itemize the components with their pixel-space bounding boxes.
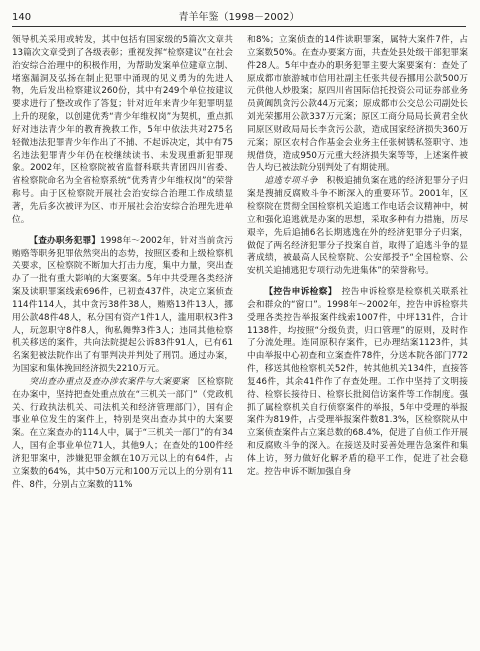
page-number: 140 [12, 12, 32, 23]
section-heading-duty-crime: 【查办职务犯罪】 [29, 235, 101, 246]
subheading-fugitive-campaign: 追逃专项斗争 [264, 176, 318, 187]
paragraph-complaints-body: 控告申诉检察是检察机关联系社会和群众的“窗口”。1998年～2002年，控告申诉检察共受理各类控告举报案件线索1007件，中坪131件，合计1138件，均按照“分级负责，归口管理”的原则，及时作了分流处理。连同原积存案件，已办理结案1123件，其中由举报中心初查和立案查件78件，分送本院各部门772件，移送其他检察机关52件，转其他机关134件，直接答复46件，其余41件作了存查处理。工作中坚持了文明接待、检察长接待日、检察长批阅信访案件等工作制度。强抓了属检察机关自行侦察案件的举报，5年中受理的举报案件为819件，占受理举报案件数81.3%，区检察院从中立案侦查案件占立案总数的68.4%，促进了自侦工作开展和反腐败斗争的深入。在接送及时妥善处理告急案件和集体上访，努力做好化解矛盾的稳平工作，促进了社会稳定。控告申诉不断加强自身 [247, 287, 468, 477]
paragraph-comprehensive-governance: 领导机关采用或转发，其中包括有国家级的5篇次文章共13篇次文章受到了各级表彰；重视发挥“检察建议”在社会治安综合治理中的积极作用，为帮助发案单位建章立制、堵塞漏洞及弘扬在制止犯罪中涌现的见义勇为的先进人物，先后发出检察建议260份，其中有249个单位按建议要求进行了整改或作了答复；针对近年来青少年犯罪明显上升的现象，以创建优秀“青少年维权岗”为契机，重点抓好对违法青少年的教育挽救工作，5年中依法共对275名轻微违法犯罪青少年作出了不捕、不起诉决定，其中有75名违法犯罪青少年仍在校继续读书、未发现重新犯罪现象。2002年，区检察院被省监督科联共青团四川省委、省检察院命名为全省检察系统“优秀青少年维权岗”的荣誉称号。由于区检察院开展社会治安综合治理工作成绩显著，先后多次被评为区、市开展社会治安综合治理先进单位。 [12, 35, 233, 225]
section-heading-complaints: 【控告申诉检察】 [264, 287, 333, 298]
left-column [12, 34, 233, 642]
paragraph-key-cases [12, 376, 233, 492]
journal-title: 青羊年鉴（1998－2002） [178, 12, 300, 23]
subheading-key-cases: 突出查办重点及查办涉农案件与大案要案 [29, 376, 189, 387]
paragraph-complaints [247, 286, 468, 479]
paragraph-duty-crime-body: 1998年～2002年，针对当前贪污贿赂等职务犯罪依然突出的态势，按照区委和上级检察机关要求，区检察院不断加大打击力度，集中力量，突出查办了一批有重大影响的大案要案。5年中共受理各类经济案及读职罪案线索696件，已初查437件，决定立案侦查114件114人，其中贪污38件38人，贿赂13件13人，挪用公款48件48人，私分国有资产1件1人，滥用职权3件3人，玩忽职守8件8人，徇私舞弊3件3人；违同其他检察机关移送的案件，共向法院提起公诉83件91人，已有61名案犯被法院作出了有罪判决并判处了刑罚。通过办案，为国家和集体挽回经济损失2210万元。 [12, 235, 233, 375]
right-column [247, 34, 468, 642]
running-header [12, 10, 466, 27]
paragraph-key-cases-body: 区检察院在办案中，坚持把查处重点放在“三机关一部门”（党政机关、行政执法机关、司法机关和经济管理部门），国有企事业单位发生的案件上，特别是突出查办其中的大案要案。在立案查办的114人中，属于“三机关一部门”的有34人，国有企事业单位71人，其他9人；在查处的100件经济犯罪案中，涉嫌犯罪金额在10万元以上的有64件，占立案数的64%，其中50万元和100万元以上的分别有11件、8件，分别占立案数的11% [12, 376, 233, 490]
paragraph-duty-crime [12, 235, 233, 376]
paragraph-fugitive-campaign [247, 175, 468, 278]
paragraph-fugitive-campaign-body: 积极追捕负案在逃的经济犯罪分子归案是搜捕反腐败斗争不断深入的重要环节。2001年，区检察院在贯彻全国检察机关追逃工作电话会议精神中，树立和强化追逃就是办案的思想，采取多种有力措施，历尽艰辛，先后追捕6名长期逃逸在外的经济犯罪分子归案，做促了两名经济犯罪分子投案自首，取得了追逃斗争的显著成绩，被最高人民检察院、公安部授予“全国检察、公安机关追捕逃犯专项行动先进集体”的荣誉称号。 [247, 176, 468, 277]
paragraph-major-cases: 和8%；立案侦查的14件读职罪案，属特大案件7件，占立案数50%。在查办要案方面，共查处县处级干部犯罪案件28人。5年中查办的职务犯罪主要大案要案有：查处了原成都市旅游城市信用社副主任张共侵吞挪用公款500万元供他人炒股案；原四川省国际信托投资公司证券部业务员黄阗凯贪污公款44万元案；原成都市公交总公司副处长刘光荣挪用公款337万元案；原区工商分局局长黄君全伙同原区财政局局长李贪污公款，造成国家经济损失360万元案；原区农村合作基金会业务主任张树锈私签职守、违规借贷，造成950万元重大经济损失案等等，上述案件被告人均已被法院分别判处了有期徒刑。 [247, 35, 468, 174]
